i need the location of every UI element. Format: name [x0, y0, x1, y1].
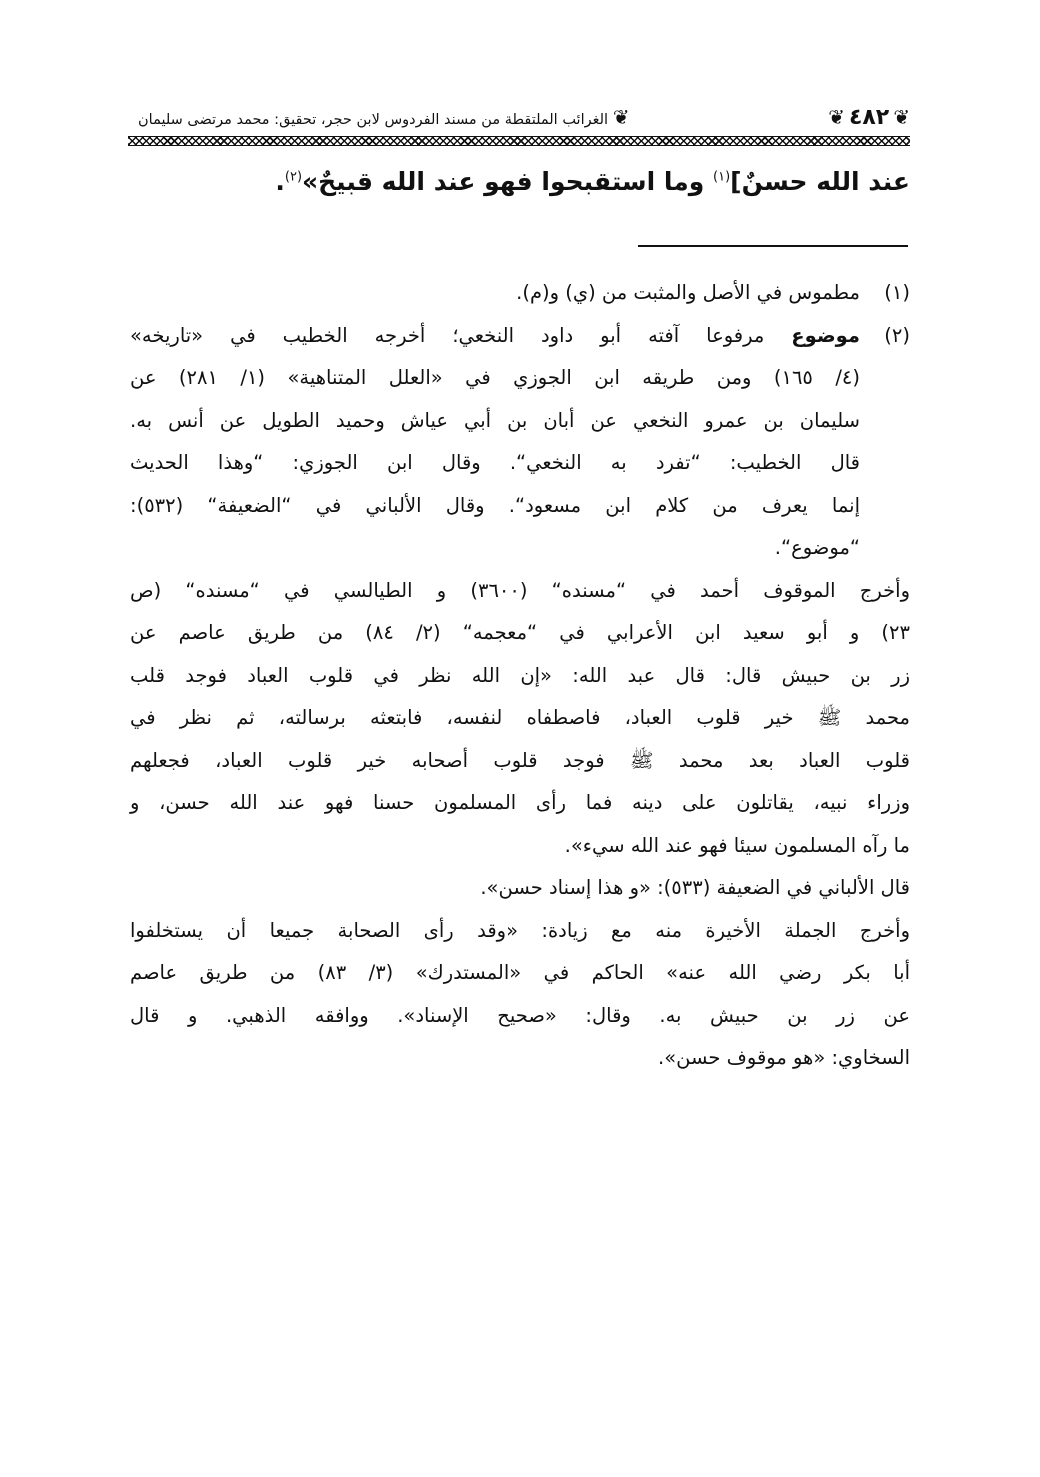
paragraph-3 — [130, 910, 910, 1080]
running-header — [128, 92, 910, 152]
paragraph-line: قال الألباني في الضعيفة (٥٣٣): «و هذا إسناد حسن». — [480, 876, 910, 899]
paragraph-line: زر بن حبيش قال: قال عبد الله: «إن الله نظر في قلوب العباد فوجد قلب — [130, 663, 910, 687]
footnote-separator — [638, 245, 908, 247]
page-number: ٤٨٢ — [848, 104, 890, 130]
paragraph-line: السخاوي: «هو موقوف حسن». — [658, 1046, 910, 1069]
paragraph-line: ما رآه المسلمون سيئا فهو عند الله سيء». — [564, 833, 910, 857]
paragraph-line: وأخرج الموقوف أحمد في “مسنده“ (٣٦٠٠) و الطيالسي في “مسنده“ (ص — [130, 578, 910, 602]
footnotes — [130, 272, 910, 1080]
ornament-right-icon: ❦ — [893, 105, 910, 129]
footnote-ref-2: (٢) — [284, 169, 303, 185]
footnote-line: سليمان بن عمرو النخعي عن أبان بن أبي عياش وحميد الطويل عن أنس به. — [130, 408, 860, 432]
ornament-far-left-icon: ❦ — [612, 104, 630, 129]
footnote-line — [130, 315, 860, 358]
footnote-number: (١) — [884, 281, 910, 304]
paragraph-2 — [130, 867, 910, 910]
footnote-body — [130, 272, 866, 315]
footnote-body — [130, 315, 866, 570]
header-decorative-rule — [128, 136, 910, 146]
footnote-line: (٤/ ١٦٥) ومن طريقه ابن الجوزي في «العلل المتناهية» (١/ ٢٨١) عن — [130, 366, 860, 389]
running-title — [128, 104, 828, 129]
main-text-part2: وما استقبحوا فهو عند الله قبيحٌ» — [302, 167, 714, 196]
running-title-text: الغرائب الملتقطة من مسند الفردوس لابن حجر، تحقيق: محمد مرتضى سليمان — [138, 111, 609, 128]
footnote-ref-1: (١) — [713, 169, 731, 185]
footnote-line: إنما يعرف من كلام ابن مسعود“. وقال الألباني في “الضعيفة“ (٥٣٢): — [130, 493, 860, 517]
footnote-line: مطموس في الأصل والمثبت من (ي) و(م). — [516, 281, 860, 304]
main-text-part1: عند الله حسنٌ] — [730, 167, 910, 196]
footnote-2 — [130, 315, 910, 570]
footnote-line-text: مرفوعا آفته أبو داود النخعي؛ أخرجه الخطيب في «تاريخه» — [130, 323, 792, 347]
footnote-line: قال الخطيب: “تفرد به النخعي“. وقال ابن الجوزي: “وهذا الحديث — [130, 451, 860, 474]
header-row — [128, 100, 910, 134]
paragraph-line: وأخرج الجملة الأخيرة منه مع زيادة: «وقد رأى الصحابة جميعا أن يستخلفوا — [130, 918, 910, 942]
footnote-line: “موضوع“. — [774, 536, 860, 559]
paragraph-line: محمد ﷺ خير قلوب العباد، فاصطفاه لنفسه، فابتعثه برسالته، ثم نظر في — [130, 706, 910, 729]
paragraph-line: وزراء نبيه، يقاتلون على دينه فما رأى المسلمون حسنا فهو عند الله حسن، و — [130, 791, 910, 814]
main-text-part3: . — [275, 167, 285, 196]
paragraph-1 — [130, 570, 910, 868]
paragraph-line: أبا بكر رضي الله عنه» الحاكم في «المستدرك» (٣/ ٨٣) من طريق عاصم — [130, 961, 910, 984]
paragraph-line: ٢٣) و أبو سعيد ابن الأعرابي في “معجمه“ (٢/ ٨٤) من طريق عاصم عن — [130, 621, 910, 644]
paragraph-line: قلوب العباد بعد محمد ﷺ فوجد قلوب أصحابه خير قلوب العباد، فجعلهم — [130, 748, 910, 772]
ornament-left-of-number-icon: ❦ — [828, 105, 845, 129]
paragraph-line: عن زر بن حبيش به. وقال: «صحيح الإسناد». ووافقه الذهبي. و قال — [130, 1003, 910, 1027]
footnote-1 — [130, 272, 910, 315]
footnote-number: (٢) — [884, 323, 910, 347]
footnote-lead-word: موضوع — [791, 323, 860, 347]
main-text — [130, 158, 910, 206]
